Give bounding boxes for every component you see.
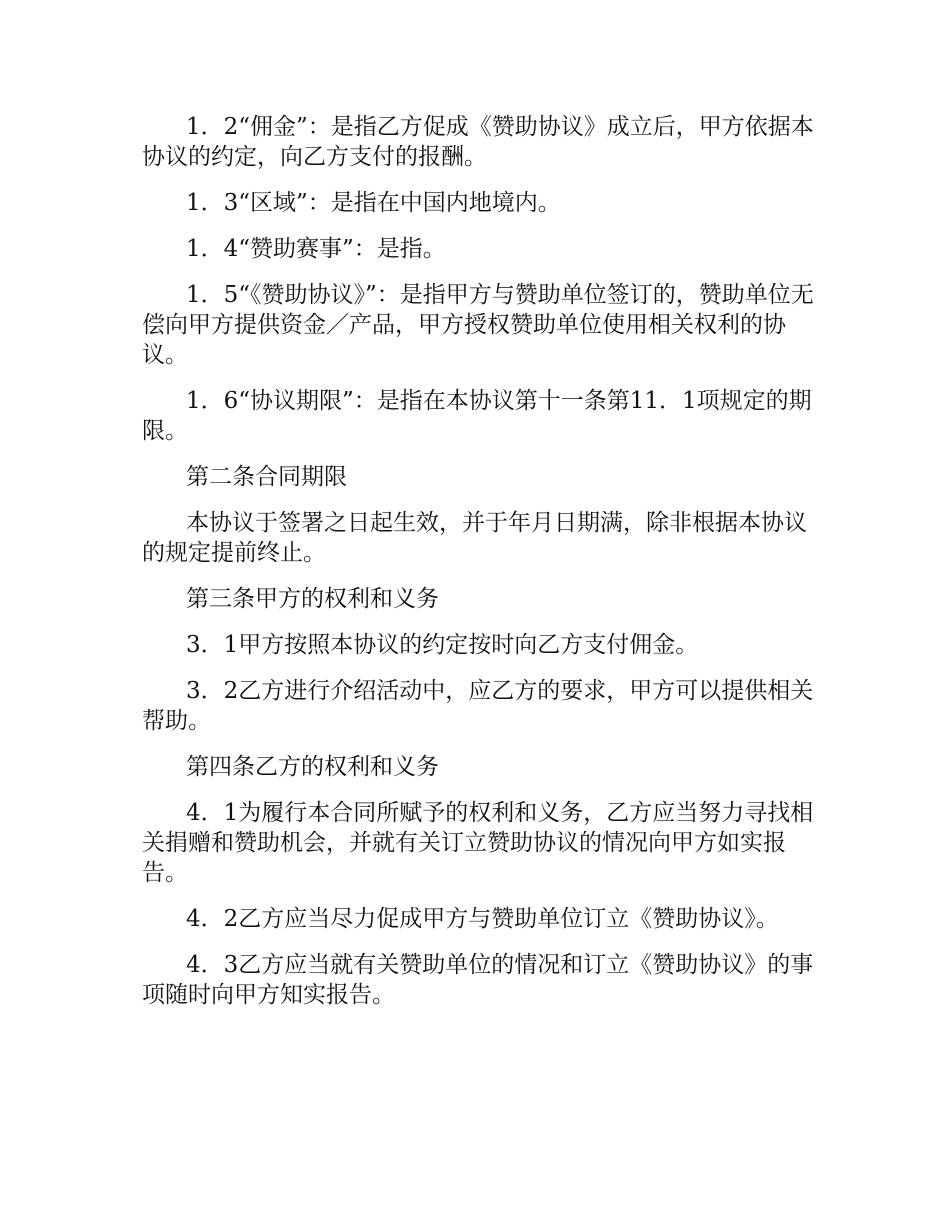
paragraph-3-1: 3．1甲方按照本协议的约定按时向乙方支付佣金。: [186, 632, 699, 658]
document-body: [142, 112, 817, 1026]
heading-article-2: 第二条合同期限: [186, 464, 347, 490]
paragraph-3-2: 3．2乙方进行介绍活动中，应乙方的要求，甲方可以提供相关帮助。: [142, 678, 814, 734]
paragraph-1-6-term: 1．6“协议期限”：是指在本协议第十一条第11．1项规定的期限。: [142, 388, 812, 444]
heading-article-3: 第三条甲方的权利和义务: [186, 586, 439, 612]
paragraph-4-1: 4．1为履行本合同所赋予的权利和义务，乙方应当努力寻找相关捐赠和赞助机会，并就有关订立赞助协议的情况向甲方如实报告。: [142, 800, 814, 886]
paragraph-4-2: 4．2乙方应当尽力促成甲方与赞助单位订立《赞助协议》。: [186, 906, 779, 932]
heading-article-4: 第四条乙方的权利和义务: [186, 754, 439, 780]
paragraph-1-2-commission: 1．2“佣金”：是指乙方促成《赞助协议》成立后，甲方依据本协议的约定，向乙方支付的报酬。: [142, 114, 814, 170]
paragraph-4-3: 4．3乙方应当就有关赞助单位的情况和订立《赞助协议》的事项随时向甲方知实报告。: [142, 952, 814, 1008]
paragraph-1-4-event: 1．4“赞助赛事”：是指。: [186, 236, 446, 262]
paragraph-1-3-region: 1．3“区域”：是指在中国内地境内。: [186, 190, 561, 216]
paragraph-1-5-sponsorship-agreement: 1．5“《赞助协议》”：是指甲方与赞助单位签订的，赞助单位无偿向甲方提供资金／产品，甲方授权赞助单位使用相关权利的协议。: [142, 282, 814, 368]
paragraph-article-2-body: 本协议于签署之日起生效，并于年月日期满，除非根据本协议的规定提前终止。: [142, 510, 807, 566]
